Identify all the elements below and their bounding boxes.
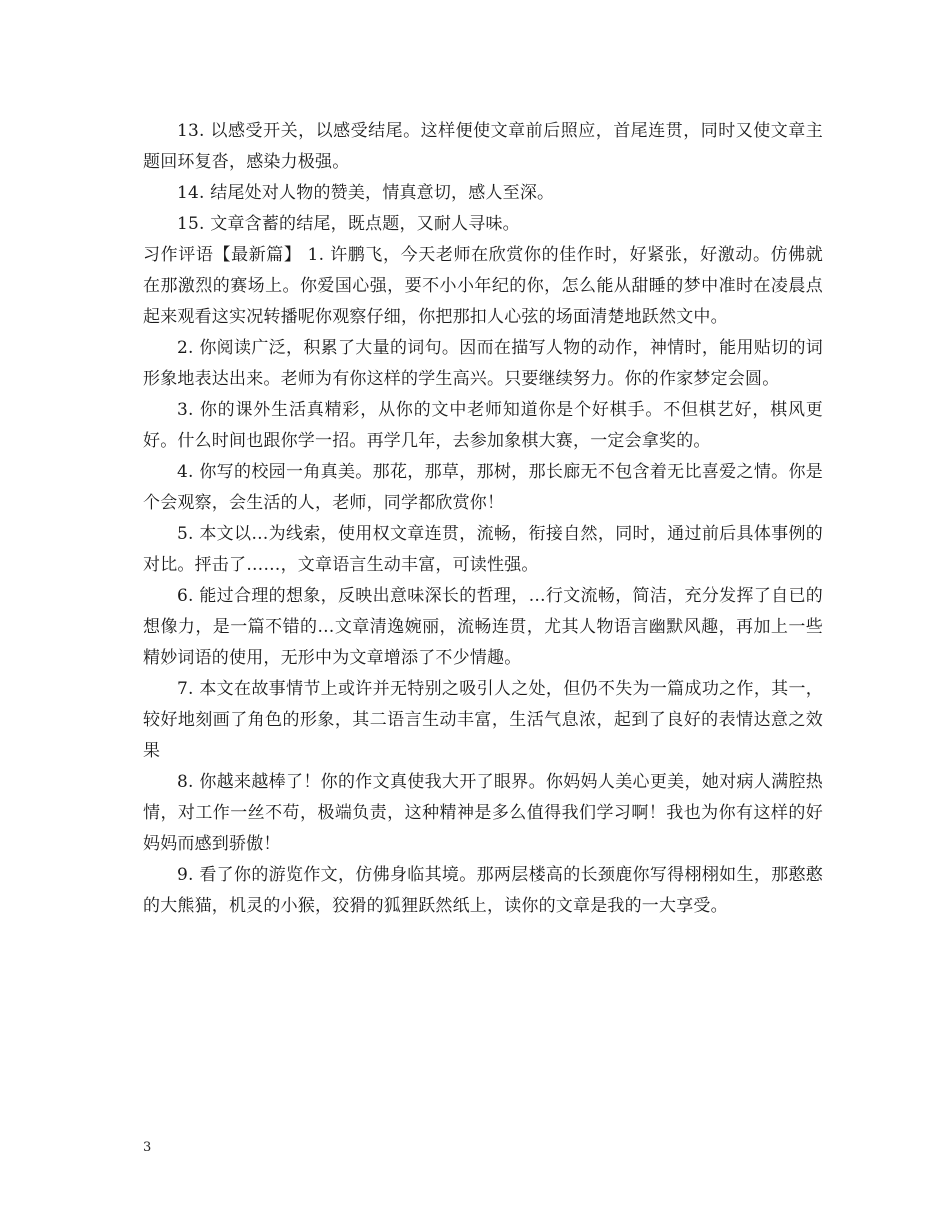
paragraph-6: 6. 能过合理的想象，反映出意味深长的哲理，…行文流畅，简洁，充分发挥了自已的想像力，是一篇不错的…文章清逸婉丽，流畅连贯，尤其人物语言幽默风趣，再加上一些精妙词语的使用，无形中为文章增添了不少情趣。 bbox=[143, 586, 823, 668]
document-body bbox=[143, 116, 823, 922]
paragraph-9: 9. 看了你的游览作文，仿佛身临其境。那两层楼高的长颈鹿你写得栩栩如生，那憨憨的大熊猫，机灵的小猴，狡猾的狐狸跃然纸上，读你的文章是我的一大享受。 bbox=[143, 865, 823, 916]
paragraph-7: 7. 本文在故事情节上或许并无特别之吸引人之处，但仍不失为一篇成功之作，其一，较好地刻画了角色的形象，其二语言生动丰富，生活气息浓，起到了良好的表情达意之效果 bbox=[143, 679, 823, 761]
paragraph-8: 8. 你越来越棒了！你的作文真使我大开了眼界。你妈妈人美心更美，她对病人满腔热情，对工作一丝不苟，极端负责，这种精神是多么值得我们学习啊！我也为你有这样的好妈妈而感到骄傲！ bbox=[143, 772, 823, 854]
paragraph-2: 2. 你阅读广泛，积累了大量的词句。因而在描写人物的动作，神情时，能用贴切的词形象地表达出来。老师为有你这样的学生高兴。只要继续努力。你的作家梦定会圆。 bbox=[143, 338, 823, 389]
paragraph-4: 4. 你写的校园一角真美。那花，那草，那树，那长廊无不包含着无比喜爱之情。你是个会观察，会生活的人，老师，同学都欣赏你！ bbox=[143, 462, 823, 513]
page-number: 3 bbox=[143, 1140, 152, 1155]
paragraph-15: 15. 文章含蓄的结尾，既点题，又耐人寻味。 bbox=[177, 214, 520, 234]
paragraph-13: 13. 以感受开关，以感受结尾。这样便使文章前后照应，首尾连贯，同时又使文章主题回环复沓，感染力极强。 bbox=[143, 121, 823, 172]
paragraph-14: 14. 结尾处对人物的赞美，情真意切，感人至深。 bbox=[177, 183, 555, 203]
section-heading-paragraph-1: 习作评语【最新篇】 1. 许鹏飞，今天老师在欣赏你的佳作时，好紧张，好激动。仿佛就在那激烈的赛场上。你爱国心强，要不小小年纪的你，怎么能从甜睡的梦中准时在凌晨点起来观看这实况转播呢你观察仔细，你把那扣人心弦的场面清楚地跃然文中。 bbox=[143, 245, 823, 327]
paragraph-5: 5. 本文以…为线索，使用权文章连贯，流畅，衔接自然，同时，通过前后具体事例的对比。抨击了……，文章语言生动丰富，可读性强。 bbox=[143, 524, 823, 575]
paragraph-3: 3. 你的课外生活真精彩，从你的文中老师知道你是个好棋手。不但棋艺好，棋风更好。什么时间也跟你学一招。再学几年，去参加象棋大赛，一定会拿奖的。 bbox=[143, 400, 823, 451]
